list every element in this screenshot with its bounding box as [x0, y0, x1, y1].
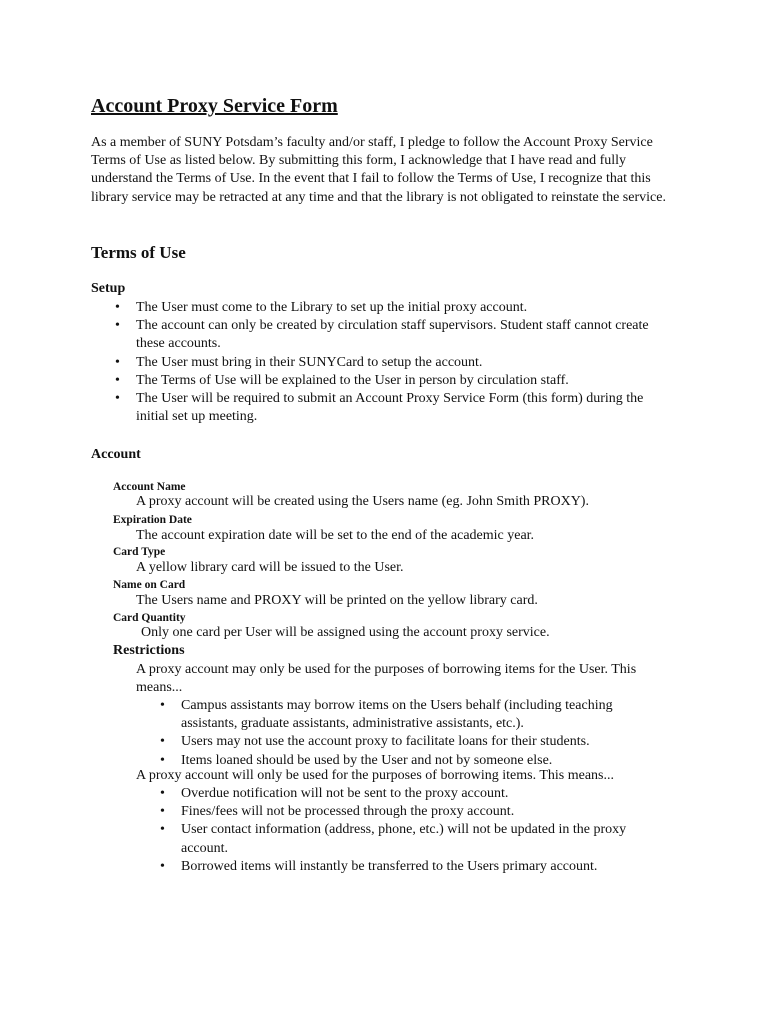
restrictions-intro-2: A proxy account will only be used for the purposes of borrowing items. This means... [136, 768, 614, 783]
setup-list-item: • The User must come to the Library to set up the initial proxy account. [115, 299, 675, 317]
setup-list [115, 299, 675, 426]
name-on-card-value: The Users name and PROXY will be printed on the yellow library card. [136, 593, 538, 608]
expiration-date-value: The account expiration date will be set to the end of the academic year. [136, 528, 535, 543]
account-name-value: A proxy account will be created using the Users name (eg. John Smith PROXY). [136, 494, 589, 509]
restrictions-list-item: • Campus assistants may borrow items on the Users behalf (including teaching assistants, graduate assistants, administrative assistants, etc.). [160, 697, 670, 733]
card-quantity-label: Card Quantity [113, 612, 186, 624]
card-type-value: A yellow library card will be issued to the User. [136, 560, 404, 575]
account-heading: Account [91, 447, 141, 462]
restrictions-list-item: • Borrowed items will instantly be transferred to the Users primary account. [160, 858, 670, 876]
setup-list-item: • The Terms of Use will be explained to the User in person by circulation staff. [115, 372, 675, 390]
restrictions-list-item: • Users may not use the account proxy to facilitate loans for their students. [160, 733, 670, 751]
page-title: Account Proxy Service Form [91, 95, 338, 117]
setup-list-item: • The account can only be created by circulation staff supervisors. Student staff cannot create these accounts. [115, 317, 675, 353]
card-quantity-value: Only one card per User will be assigned using the account proxy service. [141, 625, 550, 640]
card-type-label: Card Type [113, 546, 166, 558]
restrictions-list-item: • Fines/fees will not be processed through the proxy account. [160, 803, 670, 821]
restrictions-list-2 [160, 785, 670, 876]
setup-heading: Setup [91, 281, 126, 296]
restrictions-intro-1: A proxy account may only be used for the purposes of borrowing items for the User. This means... [136, 662, 637, 696]
account-name-label: Account Name [113, 481, 186, 493]
restrictions-list-item: • Overdue notification will not be sent to the proxy account. [160, 785, 670, 803]
name-on-card-label: Name on Card [113, 579, 186, 591]
restrictions-list-1 [160, 697, 670, 770]
restrictions-list-item: • Items loaned should be used by the User and not by someone else. [160, 752, 670, 770]
terms-of-use-heading: Terms of Use [91, 243, 186, 262]
setup-list-item: • The User must bring in their SUNYCard to setup the account. [115, 354, 675, 372]
expiration-date-label: Expiration Date [113, 514, 192, 526]
intro-paragraph: As a member of SUNY Potsdam’s faculty and/or staff, I pledge to follow the Account Proxy Service Terms of Use as listed below. By submitting this form, I acknowledge that I have read and fully understand the Terms of Use. In the event that I fail to follow the Terms of Use, I recognize that this library service may be retracted at any time and that the library is not obligated to reinstate the service. [91, 135, 666, 205]
restrictions-heading: Restrictions [113, 643, 185, 658]
setup-list-item: • The User will be required to submit an Account Proxy Service Form (this form) during the initial set up meeting. [115, 390, 675, 426]
restrictions-list-item: • User contact information (address, phone, etc.) will not be updated in the proxy account. [160, 821, 670, 857]
